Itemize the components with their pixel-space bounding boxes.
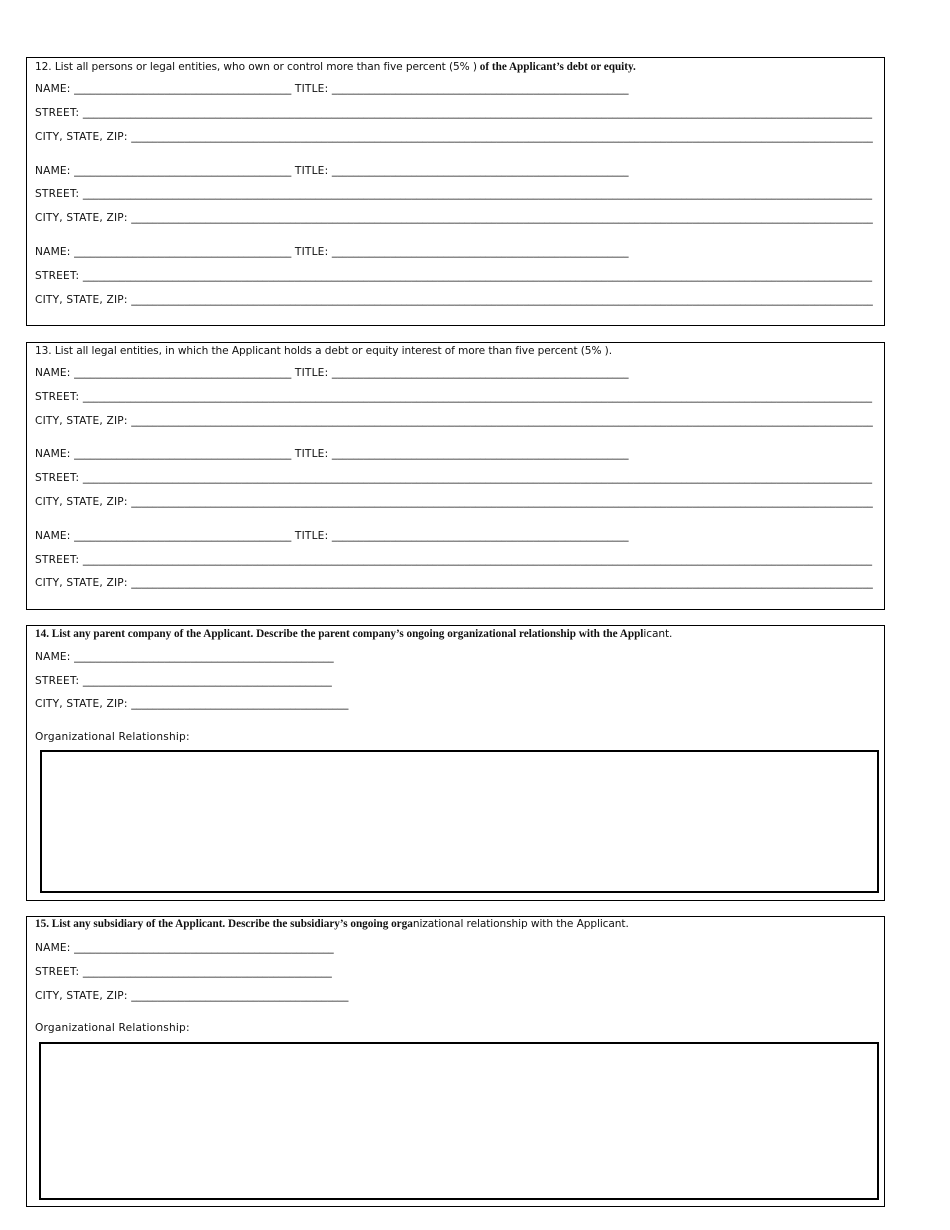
name-label: NAME:	[35, 165, 71, 177]
title-field[interactable]: ________________________________________________________	[331, 246, 629, 258]
city-state-zip-field[interactable]: ____________________________________________________________________________________________________________________________________________	[131, 496, 873, 508]
name-field[interactable]: _________________________________________________	[74, 651, 334, 663]
street-row	[35, 966, 332, 978]
name-label: NAME:	[35, 448, 71, 460]
name-field[interactable]: _________________________________________	[74, 367, 292, 379]
name-label: NAME:	[35, 83, 71, 95]
street-field[interactable]: _____________________________________________________________________________________________________________________________________________________	[82, 270, 873, 282]
section-12-heading-text: 12. List all persons or legal entities, who own or control more than five percent (5% )	[35, 61, 477, 73]
street-label: STREET:	[35, 188, 80, 200]
city-state-zip-row	[35, 212, 873, 224]
city-state-zip-row	[35, 577, 873, 589]
name-title-row	[35, 367, 629, 379]
relationship-textbox[interactable]	[39, 1042, 879, 1200]
name-field[interactable]: _________________________________________	[74, 246, 292, 258]
title-label: TITLE:	[294, 448, 329, 460]
relationship-textbox[interactable]	[40, 750, 879, 893]
city-state-zip-row	[35, 990, 348, 1002]
name-field[interactable]: _________________________________________	[74, 165, 292, 177]
name-title-row	[35, 83, 629, 95]
street-field[interactable]: _______________________________________________	[82, 675, 332, 687]
name-field[interactable]: _________________________________________	[74, 530, 292, 542]
title-field[interactable]: ________________________________________________________	[331, 83, 629, 95]
city-state-zip-label: CITY, STATE, ZIP:	[35, 131, 128, 143]
section-14-heading-bold: 14. List any parent company of the Applicant. Describe the parent company’s ongoing organizational relationship with the Appl	[35, 628, 644, 640]
city-state-zip-label: CITY, STATE, ZIP:	[35, 577, 128, 589]
street-label: STREET:	[35, 966, 80, 978]
title-field[interactable]: ________________________________________________________	[331, 165, 629, 177]
city-state-zip-field[interactable]: ____________________________________________________________________________________________________________________________________________	[131, 131, 873, 143]
title-label: TITLE:	[294, 530, 329, 542]
relationship-label: Organizational Relationship:	[35, 1022, 190, 1034]
name-row	[35, 942, 334, 954]
city-state-zip-row	[35, 415, 873, 427]
name-label: NAME:	[35, 651, 71, 663]
street-label: STREET:	[35, 270, 80, 282]
section-13-heading: 13. List all legal entities, in which the Applicant holds a debt or equity interest of more than five percent (5% ).	[35, 345, 612, 357]
title-label: TITLE:	[294, 246, 329, 258]
city-state-zip-field[interactable]: ____________________________________________________________________________________________________________________________________________	[131, 212, 873, 224]
section-15-heading	[35, 918, 629, 930]
street-row	[35, 554, 872, 566]
street-label: STREET:	[35, 391, 80, 403]
street-row	[35, 391, 872, 403]
section-15-heading-bold: 15. List any subsidiary of the Applicant. Describe the subsidiary’s ongoing orga	[35, 918, 413, 930]
street-field[interactable]: _______________________________________________	[82, 966, 332, 978]
street-row	[35, 270, 872, 282]
title-label: TITLE:	[294, 83, 329, 95]
street-row	[35, 188, 872, 200]
title-field[interactable]: ________________________________________________________	[331, 530, 629, 542]
city-state-zip-field[interactable]: ____________________________________________________________________________________________________________________________________________	[131, 415, 873, 427]
street-field[interactable]: _____________________________________________________________________________________________________________________________________________________	[82, 554, 873, 566]
street-row	[35, 107, 872, 119]
title-label: TITLE:	[294, 165, 329, 177]
section-13-holdings	[26, 342, 885, 610]
relationship-label: Organizational Relationship:	[35, 731, 190, 743]
name-title-row	[35, 448, 629, 460]
city-state-zip-label: CITY, STATE, ZIP:	[35, 990, 128, 1002]
city-state-zip-label: CITY, STATE, ZIP:	[35, 212, 128, 224]
city-state-zip-label: CITY, STATE, ZIP:	[35, 415, 128, 427]
name-label: NAME:	[35, 530, 71, 542]
city-state-zip-field[interactable]: ____________________________________________________________________________________________________________________________________________	[131, 577, 873, 589]
street-field[interactable]: _____________________________________________________________________________________________________________________________________________________	[82, 391, 873, 403]
street-field[interactable]: _____________________________________________________________________________________________________________________________________________________	[82, 107, 873, 119]
title-field[interactable]: ________________________________________________________	[331, 367, 629, 379]
name-title-row	[35, 246, 629, 258]
city-state-zip-row	[35, 131, 873, 143]
city-state-zip-field[interactable]: _________________________________________	[131, 698, 349, 710]
city-state-zip-label: CITY, STATE, ZIP:	[35, 294, 128, 306]
name-field[interactable]: _________________________________________	[74, 448, 292, 460]
name-label: NAME:	[35, 246, 71, 258]
street-label: STREET:	[35, 675, 80, 687]
street-label: STREET:	[35, 107, 80, 119]
name-label: NAME:	[35, 367, 71, 379]
title-field[interactable]: ________________________________________________________	[331, 448, 629, 460]
name-field[interactable]: _________________________________________________	[74, 942, 334, 954]
section-15-heading-text: nizational relationship with the Applicant.	[412, 918, 629, 930]
name-row	[35, 651, 334, 663]
name-title-row	[35, 165, 629, 177]
name-label: NAME:	[35, 942, 71, 954]
section-15-subsidiary	[26, 916, 885, 1207]
city-state-zip-row	[35, 698, 348, 710]
section-12-heading	[35, 61, 636, 73]
street-label: STREET:	[35, 554, 80, 566]
section-12-owners	[26, 57, 885, 326]
section-12-heading-bold: of the Applicant’s debt or equity.	[476, 61, 636, 73]
name-field[interactable]: _________________________________________	[74, 83, 292, 95]
city-state-zip-field[interactable]: _________________________________________	[131, 990, 349, 1002]
city-state-zip-label: CITY, STATE, ZIP:	[35, 496, 128, 508]
section-14-heading	[35, 628, 672, 640]
title-label: TITLE:	[294, 367, 329, 379]
city-state-zip-field[interactable]: ____________________________________________________________________________________________________________________________________________	[131, 294, 873, 306]
section-14-parent-company	[26, 625, 885, 901]
city-state-zip-row	[35, 294, 873, 306]
city-state-zip-label: CITY, STATE, ZIP:	[35, 698, 128, 710]
name-title-row	[35, 530, 629, 542]
street-row	[35, 472, 872, 484]
city-state-zip-row	[35, 496, 873, 508]
street-label: STREET:	[35, 472, 80, 484]
section-14-heading-text: icant.	[643, 628, 673, 640]
street-field[interactable]: _____________________________________________________________________________________________________________________________________________________	[82, 472, 873, 484]
street-field[interactable]: _____________________________________________________________________________________________________________________________________________________	[82, 188, 873, 200]
street-row	[35, 675, 332, 687]
